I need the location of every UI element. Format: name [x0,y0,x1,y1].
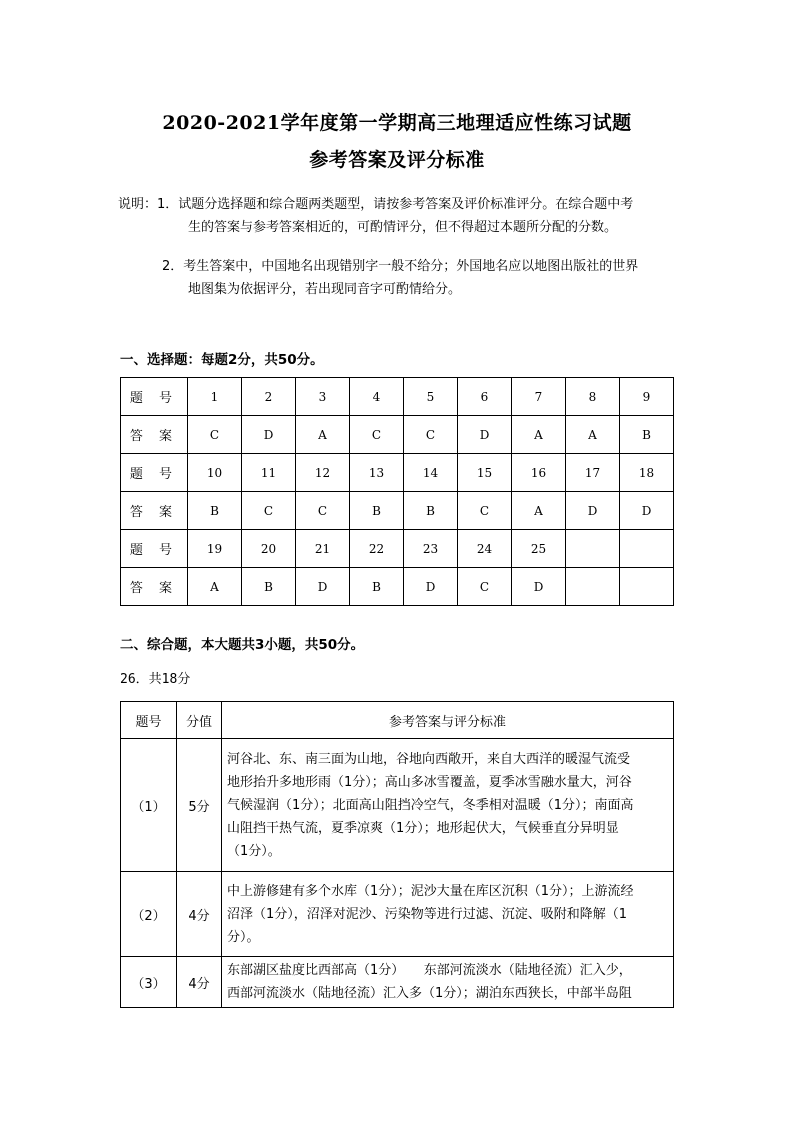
question-number-row [121,378,674,416]
row-score-cell: 4分 [177,957,222,1008]
answer-row [121,492,674,530]
table-row [121,872,674,957]
comprehensive-answer-table [120,701,674,1008]
question-number-cell: 25 [512,530,566,568]
answer-cell: C [242,492,296,530]
section1-heading: 一、选择题：每题2分，共50分。 [120,352,324,368]
question-26-label: 26．共18分 [120,672,191,687]
answer-line: （1分）。 [227,843,281,859]
question-number-cell: 11 [242,454,296,492]
question-number-cell: 2 [242,378,296,416]
header-cell-answer: 参考答案与评分标准 [222,702,674,739]
question-number-cell: 22 [350,530,404,568]
question-number-cell: 16 [512,454,566,492]
row-label-answer: 答 案 [121,492,188,530]
answer-line: 西部河流淡水（陆地径流）汇入多（1分）；湖泊东西狭长，中部半岛阻 [227,986,632,1001]
question-number-cell: 15 [458,454,512,492]
question-number-cell: 18 [620,454,674,492]
answer-line: 气候湿润（1分）；北面高山阻挡冷空气，冬季相对温暖（1分）；南面高 [227,797,634,813]
answer-cell: C [296,492,350,530]
answer-cell: B [350,568,404,606]
note-line: 生的答案与参考答案相近的，可酌情评分，但不得超过本题所分配的分数。 [188,220,618,235]
answer-cell: A [512,416,566,454]
note-line: 地图集为依据评分，若出现同音字可酌情给分。 [188,282,462,297]
section2-heading: 二、综合题，本大题共3小题，共50分。 [120,637,365,653]
document-title: 2020-2021学年度第一学期高三地理适应性练习试题 [162,112,632,134]
row-number-cell: （3） [121,957,177,1008]
answer-cell: A [512,492,566,530]
row-number-cell: （2） [121,872,177,957]
answer-cell: C [458,568,512,606]
answer-cell: D [512,568,566,606]
header-cell-score: 分值 [177,702,222,739]
answer-cell: D [458,416,512,454]
row-number-cell: （1） [121,739,177,872]
row-label-number: 题 号 [121,378,188,416]
question-number-cell: 1 [188,378,242,416]
question-number-cell: 12 [296,454,350,492]
row-answer-cell [222,872,674,957]
question-number-cell: 17 [566,454,620,492]
answer-cell: D [620,492,674,530]
row-label-number: 题 号 [121,530,188,568]
row-score-cell: 4分 [177,872,222,957]
question-number-cell: 19 [188,530,242,568]
note-line: 说明：1．试题分选择题和综合题两类题型，请按参考答案及评价标准评分。在综合题中考 [118,197,634,212]
question-number-cell: 24 [458,530,512,568]
answer-line: 山阻挡干热气流，夏季凉爽（1分）；地形起伏大，气候垂直分异明显 [227,820,619,836]
document-subtitle: 参考答案及评分标准 [309,149,485,171]
question-number-cell: 14 [404,454,458,492]
question-number-cell: 6 [458,378,512,416]
question-number-cell: 9 [620,378,674,416]
answer-row [121,416,674,454]
answer-line: 地形抬升多地形雨（1分）；高山多冰雪覆盖，夏季冰雪融水量大，河谷 [227,774,632,790]
answer-line: 中上游修建有多个水库（1分）；泥沙大量在库区沉积（1分）；上游流经 [227,883,634,899]
answer-cell: B [350,492,404,530]
question-number-cell: 23 [404,530,458,568]
answer-row [121,568,674,606]
answer-cell: B [242,568,296,606]
question-number-cell: 10 [188,454,242,492]
question-number-cell [566,530,620,568]
multiple-choice-answer-table [120,377,674,606]
answer-cell [620,568,674,606]
row-answer-cell [222,739,674,872]
answer-line: 东部湖区盐度比西部高（1分） 东部河流淡水（陆地径流）汇入少， [227,963,632,978]
answer-cell: C [404,416,458,454]
question-number-cell [620,530,674,568]
question-number-row [121,454,674,492]
question-number-cell: 13 [350,454,404,492]
answer-cell: B [404,492,458,530]
answer-cell: C [188,416,242,454]
answer-cell [566,568,620,606]
table-row [121,957,674,1008]
question-number-cell: 5 [404,378,458,416]
row-score-cell: 5分 [177,739,222,872]
row-label-number: 题 号 [121,454,188,492]
table-header-row [121,702,674,739]
row-answer-cell [222,957,674,1008]
answer-cell: A [188,568,242,606]
table-row [121,739,674,872]
answer-line: 分）。 [227,929,260,945]
question-number-cell: 4 [350,378,404,416]
answer-line: 沼泽（1分），沼泽对泥沙、污染物等进行过滤、沉淀、吸附和降解（1 [227,906,628,922]
answer-cell: A [296,416,350,454]
answer-cell: D [296,568,350,606]
question-number-cell: 8 [566,378,620,416]
question-number-cell: 20 [242,530,296,568]
answer-cell: D [242,416,296,454]
question-number-cell: 21 [296,530,350,568]
note-line: 2．考生答案中，中国地名出现错别字一般不给分；外国地名应以地图出版社的世界 [162,259,639,274]
row-label-answer: 答 案 [121,568,188,606]
answer-cell: B [188,492,242,530]
question-number-cell: 3 [296,378,350,416]
answer-cell: C [458,492,512,530]
question-number-row [121,530,674,568]
row-label-answer: 答 案 [121,416,188,454]
answer-cell: C [350,416,404,454]
question-number-cell: 7 [512,378,566,416]
answer-cell: B [620,416,674,454]
answer-cell: A [566,416,620,454]
answer-cell: D [566,492,620,530]
header-cell-number: 题号 [121,702,177,739]
answer-cell: D [404,568,458,606]
answer-line: 河谷北、东、南三面为山地，谷地向西敞开，来自大西洋的暖湿气流受 [227,751,631,767]
